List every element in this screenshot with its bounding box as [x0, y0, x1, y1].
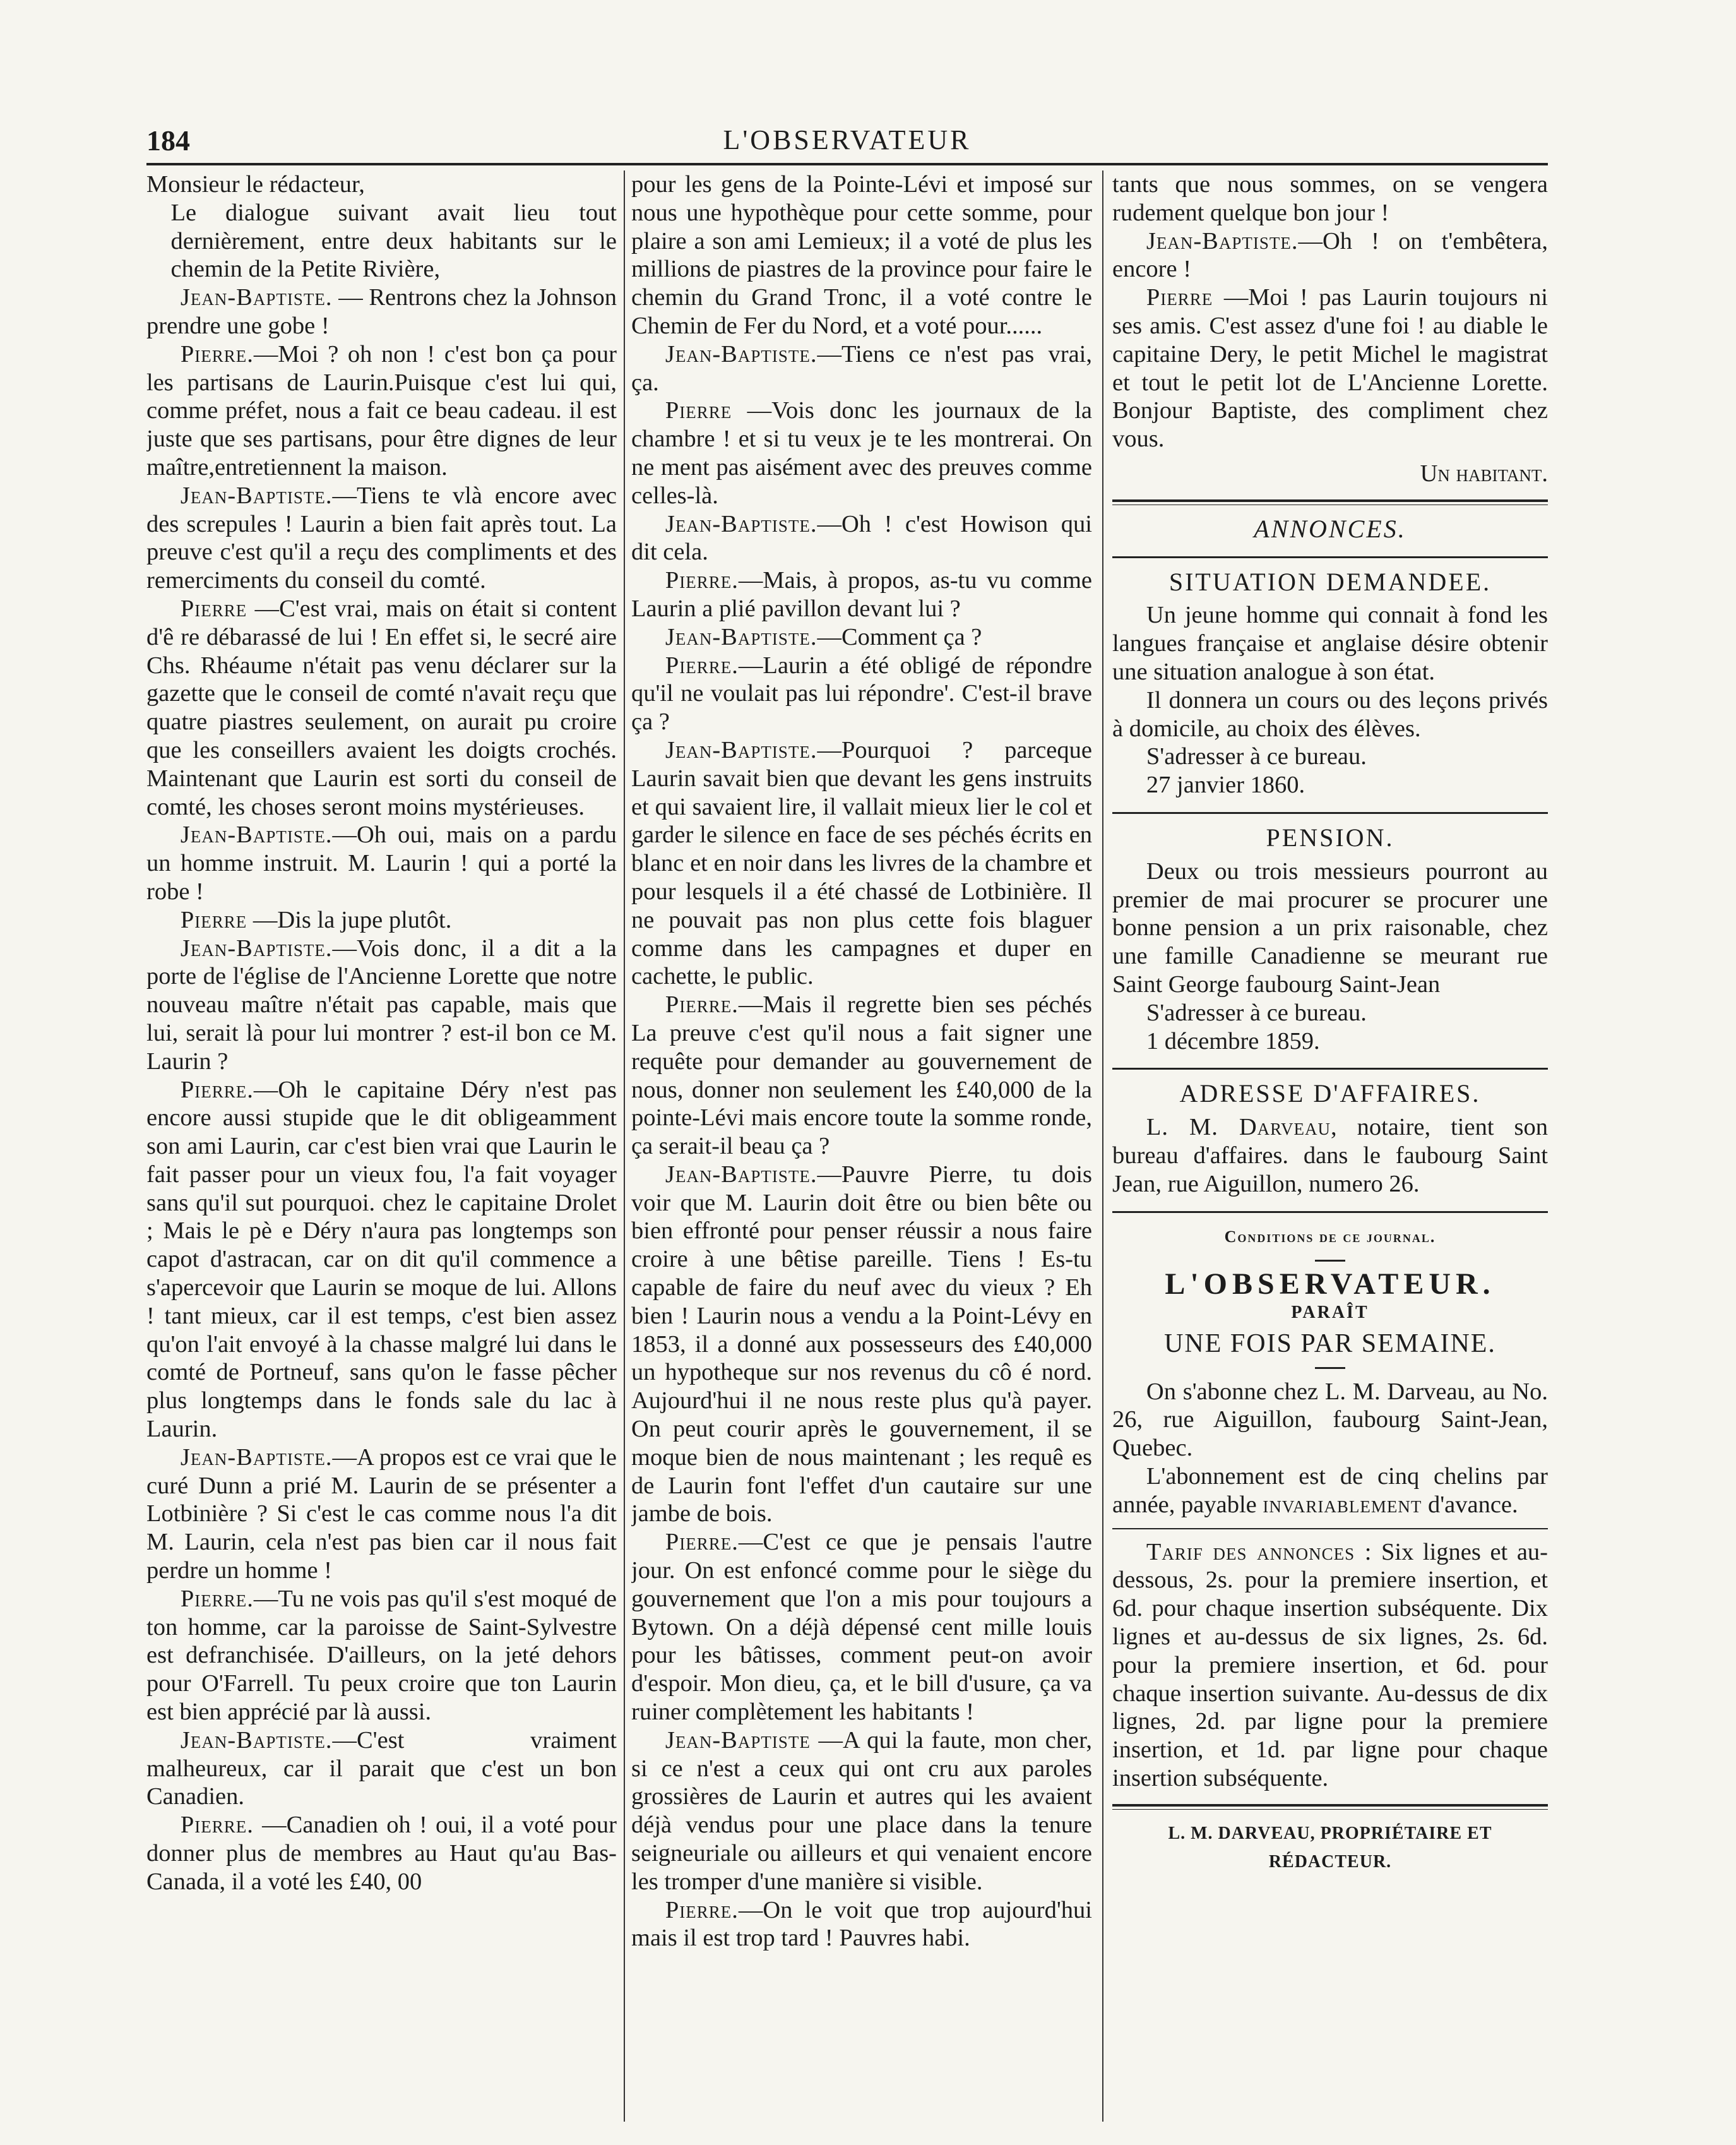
- speaker-name: Jean-Baptiste.: [180, 1443, 333, 1471]
- ad-pension: [1112, 824, 1548, 1055]
- paragraph-text: — Rentrons chez la Johnson prendre une gobe !: [146, 284, 617, 339]
- speaker-name: Pierre.: [665, 652, 739, 679]
- speaker-name: Pierre.: [665, 1529, 739, 1556]
- column-2-dialogue: [631, 170, 1092, 2122]
- paragraph-text: —C'est ce que je pensais l'autre jour. On est enfoncé comme pour le siège du gouvernement que l'on a mis pour toujours a Bytown. On a déjà dépensé cent mille louis pour les bâtisses, comment peut-on avoir d'espoir. Mon dieu, ça, et le bill d'usure, ça va ruiner complètement les habitants !: [631, 1529, 1092, 1726]
- ad-body: Il donnera un cours ou des leçons privés à domicile, au choix des élèves.: [1112, 686, 1548, 742]
- paragraph-text: —Mais il regrette bien ses péchés La preuve c'est qu'il nous a fait signer une requête pour demander au gouvernement de nous, donner non seulement les £40,000 de la pointe-Lévi mais encore toute la somme ronde, ça serait-il beau ça ?: [631, 991, 1092, 1160]
- paragraph: [146, 482, 617, 595]
- speaker-name: Pierre: [180, 595, 247, 622]
- section-rule: [1112, 1068, 1548, 1070]
- speaker-name: Jean-Baptiste.: [1146, 227, 1299, 254]
- paragraph-text: —Oh le capitaine Déry n'est pas encore aussi stupide que le dit obligeamment son ami Laurin, car c'est bien vrai que Laurin le fait passer pour un vieux fou, l'a fait voyager sans qu'il sut pourquoi. chez le capitaine Drolet ; Mais le pè e Déry n'aura pas longtemps son capot d'astracan, car on dit qu'il commence a s'apercevoir que Laurin se moque de lui. Allons ! tant mieux, car il est temps, c'est bien assez qu'on l'ait envoyé à la chasse malgré lui dans le comté de Portneuf, sans qu'on le fasse pêcher plus longtemps dans le fonds sale du lac à Laurin.: [146, 1076, 617, 1443]
- paragraph: [146, 170, 617, 199]
- header-rule: [146, 163, 1548, 165]
- journal-conditions: [1112, 1223, 1548, 1793]
- speaker-name: Pierre: [665, 397, 732, 424]
- paragraph: [146, 1726, 617, 1811]
- short-rule: [1315, 1260, 1345, 1262]
- speaker-name: Pierre.: [665, 1896, 739, 1923]
- section-rule: [1112, 1211, 1548, 1213]
- paragraph-text: —Tu ne vois pas qu'il s'est moqué de ton homme, car la paroisse de Saint-Sylvestre est defranchisée. D'ailleurs, on la jeté dehors pour O'Farrell. Tu peux croire que ton Laurin est bien apprécié par là aussi.: [146, 1585, 617, 1726]
- ad-affaires: [1112, 1080, 1548, 1198]
- paragraph: [146, 935, 617, 1076]
- paragraph: [146, 821, 617, 905]
- paragraph: [1112, 284, 1548, 453]
- paragraph: [631, 1161, 1092, 1528]
- speaker-name: Jean-Baptiste.: [665, 623, 817, 650]
- paragraph-text: —Tiens te vlà encore avec des screpules ! Laurin a bien fait après tout. La preuve c'est qu'il a reçu des compliments et des remerciments du conseil du comté.: [146, 482, 617, 594]
- paragraph: [146, 1076, 617, 1443]
- speaker-name: Pierre.: [665, 567, 739, 594]
- section-rule: [1112, 499, 1548, 505]
- ad-situation: [1112, 568, 1548, 799]
- conditions-heading: Conditions de ce journal.: [1224, 1227, 1436, 1246]
- paragraph-text: —Canadien oh ! oui, il a voté pour donner plus de membres au Haut qu'au Bas-Canada, il a voté les £40, 00: [146, 1812, 617, 1895]
- paragraph: [631, 170, 1092, 340]
- announcements-heading: ANNONCES.: [1254, 514, 1406, 543]
- ad-body: Un jeune homme qui connait à fond les langues française et anglaise désire obtenir une situation analogue à son état.: [1112, 602, 1548, 685]
- speaker-name: Pierre.: [180, 1076, 254, 1103]
- speaker-name: Pierre.: [180, 340, 254, 367]
- page-number: 184: [146, 124, 190, 157]
- paragraph: [631, 510, 1092, 567]
- notary-name: L. M. Darveau: [1146, 1114, 1331, 1141]
- paragraph-text: —Comment ça ?: [817, 623, 982, 650]
- ad-title: ADRESSE D'AFFAIRES.: [1179, 1079, 1481, 1108]
- price-emphasis: invariablement: [1263, 1491, 1422, 1518]
- paragraph-text: —C'est vraiment malheureux, car il parait que c'est un bon Canadien.: [146, 1726, 617, 1810]
- letter-signature: Un habitant.: [1420, 460, 1548, 487]
- speaker-name: Jean-Baptiste.: [180, 822, 333, 849]
- speaker-name: Jean-Baptiste.: [180, 1726, 333, 1754]
- paragraph-text: Monsieur le rédacteur,: [146, 171, 365, 198]
- paragraph-text: —Tiens ce n'est pas vrai, ça.: [631, 340, 1092, 396]
- paragraph-text: —Vois donc, il a dit a la porte de l'église de l'Ancienne Lorette que notre nouveau maître n'était pas capable, mais que lui, serait là pour lui montrer ? est-il bon ce M. Laurin ?: [146, 935, 617, 1075]
- ad-address: S'adresser à ce bureau.: [1146, 743, 1367, 770]
- speaker-name: Jean-Baptiste.: [665, 1161, 817, 1188]
- ad-title: PENSION.: [1266, 823, 1394, 852]
- paragraph: [631, 991, 1092, 1161]
- paragraph-text: —Vois donc les journaux de la chambre ! et si tu veux je te les montrerai. On ne ment pas aisément avec des preuves comme celles-là.: [631, 397, 1092, 509]
- speaker-name: Jean-Baptiste.: [665, 510, 817, 537]
- column-divider: [624, 170, 625, 2122]
- short-rule: [1315, 1367, 1345, 1369]
- paragraph-text: —Laurin a été obligé de répondre qu'il ne voulait pas lui répondre'. C'est-il brave ça ?: [631, 652, 1092, 736]
- paragraph: [146, 1585, 617, 1726]
- ad-body: [1112, 1113, 1548, 1198]
- paragraph: [146, 1443, 617, 1585]
- speaker-name: Jean-Baptiste.: [180, 935, 333, 962]
- paragraph: [631, 652, 1092, 736]
- paragraph-text: —Oh oui, mais on a pardu un homme instruit. M. Laurin ! qui a porté la robe !: [146, 822, 617, 905]
- separator-rule: [1112, 1528, 1548, 1529]
- dialogue-exchange: [1112, 227, 1548, 453]
- paragraph-text: —Moi ! pas Laurin toujours ni ses amis. C'est assez d'une foi ! au diable le capitaine Dery, le petit Michel le magistrat et tout le petit lot de L'Ancienne Lorette. Bonjour Baptiste, des compliment chez vous.: [1112, 284, 1548, 453]
- page-header: [146, 124, 1548, 162]
- price-info: [1112, 1462, 1548, 1519]
- ad-body: Deux ou trois messieurs pourront au premier de mai procurer se procurer une bonne pension a un prix raisonable, chez une famille Canadienne se meurant rue Saint George faubourg Saint-Jean: [1112, 857, 1548, 998]
- section-rule: [1112, 556, 1548, 558]
- paragraph: [631, 397, 1092, 510]
- column-3: [1112, 170, 1548, 2122]
- price-text: d'avance.: [1422, 1491, 1518, 1518]
- ad-rates: [1112, 1538, 1548, 1793]
- paragraph-text: —A qui la faute, mon cher, si ce n'est a ceux qui ont cru aux paroles grossières de Laurin et autres qui les avaient déjà vendus pour une place dans la tenure seigneuriale ou ailleurs et qui venaient encore les tromper d'une manière si visible.: [631, 1726, 1092, 1895]
- paragraph-text: Le dialogue suivant avait lieu tout dernièrement, entre deux habitants sur le chemin de la Petite Rivière,: [170, 199, 617, 283]
- subscription-info: On s'abonne chez L. M. Darveau, au No. 26, rue Aiguillon, faubourg Saint-Jean, Quebec.: [1112, 1378, 1548, 1462]
- speaker-name: Jean-Baptiste.: [180, 284, 333, 311]
- ad-date: 1 décembre 1859.: [1146, 1027, 1320, 1055]
- paragraph: [146, 1811, 617, 1896]
- paragraph-text: —Pourquoi ? parceque Laurin savait bien que devant les gens instruits et qui savaient lire, il vallait mieux lier le col et garder le silence en face de ses péchés écrits en blanc et en noir dans les livres de la chambre et pour lesquels il a été chassé de Lotbinière. Il ne pouvait pas non plus cette fois blaguer comme dans les campagnes et duper en cachette, le public.: [631, 736, 1092, 990]
- paragraph: [631, 1528, 1092, 1726]
- paragraph-text: —Oh ! c'est Howison qui dit cela.: [631, 510, 1092, 566]
- paragraph: [146, 595, 617, 821]
- paragraph-text: —Mais, à propos, as-tu vu comme Laurin a plié pavillon devant lui ?: [631, 567, 1092, 622]
- paragraph: [631, 566, 1092, 623]
- publisher-line: L. M. DARVEAU, PROPRIÉTAIRE ET RÉDACTEUR.: [1168, 1823, 1492, 1872]
- paper-name: L'OBSERVATEUR.: [1165, 1267, 1495, 1301]
- paragraph-text: —On le voit que trop aujourd'hui mais il est trop tard ! Pauvres habi.: [631, 1896, 1092, 1952]
- paragraph: [1112, 227, 1548, 284]
- paragraph: [631, 340, 1092, 397]
- column-divider: [1102, 170, 1103, 2122]
- speaker-name: Pierre.: [180, 1585, 254, 1612]
- masthead: L'OBSERVATEUR: [723, 124, 972, 155]
- speaker-name: Pierre: [180, 906, 247, 933]
- paragraph: [146, 199, 617, 284]
- paragraph: [146, 284, 617, 340]
- ad-text: , notaire, tient son bureau d'affaires. dans le faubourg Saint Jean, rue Aiguillon, numero 26.: [1112, 1114, 1548, 1197]
- rates-label: Tarif des annonces :: [1146, 1538, 1372, 1565]
- paragraph-text: —C'est vrai, mais on était si content d'ê re débarassé de lui ! En effet si, le secré aire Chs. Rhéaume n'était pas venu déclarer sur la gazette que le conseil de comté n'avait reçu que quatre piastres seulement, on aurait pu croire que les conseillers avaient les doigts crochés. Maintenant que Laurin est sorti du conseil de comté, les choses seront moins mystérieuses.: [146, 595, 617, 820]
- speaker-name: Pierre: [1146, 284, 1213, 311]
- paragraph: [146, 340, 617, 482]
- speaker-name: Jean-Baptiste.: [665, 340, 817, 367]
- ad-date: 27 janvier 1860.: [1146, 772, 1305, 799]
- paragraph: [631, 1896, 1092, 1953]
- speaker-name: Jean-Baptiste.: [665, 736, 817, 763]
- paragraph-text: —Oh ! on t'embêtera, encore !: [1112, 227, 1548, 283]
- footer-rule: [1112, 1804, 1548, 1810]
- speaker-name: Pierre.: [180, 1812, 254, 1839]
- paragraph: [631, 623, 1092, 652]
- paragraph: [631, 1726, 1092, 1896]
- speaker-name: Pierre.: [665, 991, 739, 1019]
- paragraph: [631, 736, 1092, 991]
- rates-text: Six lignes et au-dessous, 2s. pour la premiere insertion, et 6d. pour chaque insertion subséquente. Dix lignes et au-dessus de six lignes, 2s. 6d. pour la premiere insertion, et 6d. pour chaque insertion suivante. Au-dessus de dix lignes, 2d. par ligne pour la premiere insertion, et 1d. par ligne pour chaque insertion subséquente.: [1112, 1538, 1548, 1792]
- speaker-name: Jean-Baptiste: [665, 1726, 811, 1754]
- speaker-name: Jean-Baptiste.: [180, 482, 333, 509]
- paragraph-text: —Dis la jupe plutôt.: [247, 906, 452, 933]
- paragraph-text: —A propos est ce vrai que le curé Dunn a prié M. Laurin de se présenter a Lotbinière ? Si c'est le cas comme nous l'a dit M. Laurin, cela n'est pas bien car il nous fait perdre un homme !: [146, 1443, 617, 1584]
- price-text: L'abonnement est de cinq chelins par année, payable: [1112, 1463, 1548, 1518]
- column-1-dialogue: [146, 170, 617, 2122]
- paragraph-text: —Pauvre Pierre, tu dois voir que M. Laurin doit être ou bien bête ou bien effronté pour penser réussir a nous faire croire à une bêtise pareille. Tiens ! Es-tu capable de faire du neuf avec du vieux ? Eh bien ! Laurin nous a vendu a la Point-Lévy en 1853, il a donné aux possesseurs des £40,000 un hypotheque sur nos revenus du cô é nord. Aujourd'hui il ne nous reste plus qu'à payer. On peut courir après le gouvernement, il se moque bien de nous maintenant ; les requê es de Laurin font l'effet d'un cautaire sur une jambe de bois.: [631, 1161, 1092, 1527]
- ad-address: S'adresser à ce bureau.: [1146, 999, 1367, 1026]
- ad-title: SITUATION DEMANDEE.: [1168, 567, 1492, 596]
- paragraph-text: pour les gens de la Pointe-Lévi et imposé sur nous une hypothèque pour cette somme, pour plaire a son ami Lemieux; il a voté de plus les millions de piastres de la province pour faire le chemin du Grand Tronc, il a voté contre le Chemin de Fer du Nord, et a voté pour......: [631, 171, 1092, 339]
- parait-label: PARAÎT: [1291, 1303, 1369, 1323]
- dialogue-continuation: tants que nous sommes, on se vengera rudement quelque bon jour !: [1112, 171, 1548, 226]
- paragraph-text: —Moi ? oh non ! c'est bon ça pour les partisans de Laurin.Puisque c'est lui qui, comme préfet, nous a fait ce beau cadeau. il est juste que ses partisans, pour être dignes de leur maître,entretiennent la maison.: [146, 340, 617, 481]
- paragraph: [146, 906, 617, 935]
- section-rule: [1112, 812, 1548, 814]
- frequency-label: UNE FOIS PAR SEMAINE.: [1164, 1329, 1496, 1358]
